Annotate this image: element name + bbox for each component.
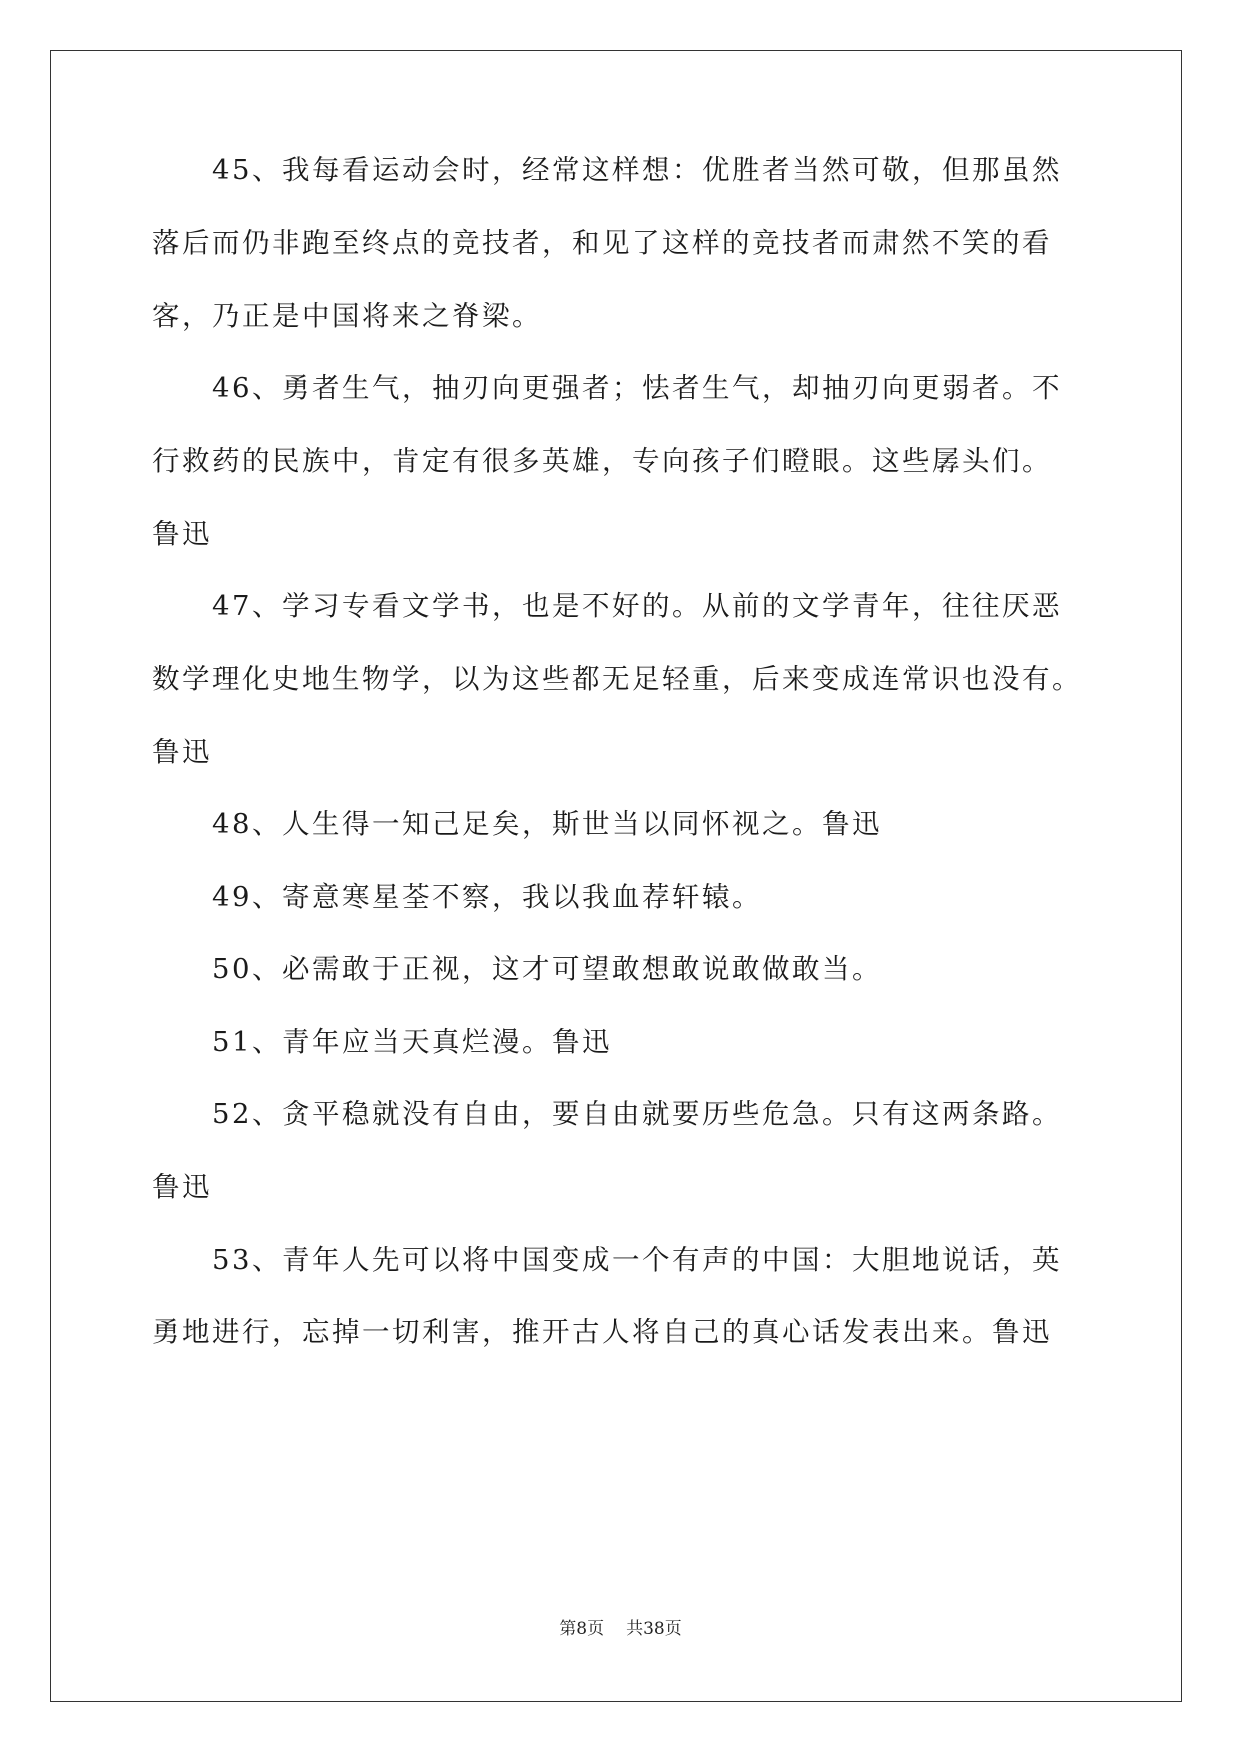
page-total: 共38页 (626, 1619, 682, 1639)
paragraph-47-author: 鲁迅 (152, 736, 212, 768)
paragraph-45-line-3: 客，乃正是中国将来之脊梁。 (152, 300, 542, 332)
paragraph-52-author: 鲁迅 (152, 1171, 212, 1203)
paragraph-50: 50、必需敢于正视，这才可望敢想敢说敢做敢当。 (212, 953, 882, 985)
paragraph-46-line-1: 46、勇者生气，抽刃向更强者；怯者生气，却抽刃向更弱者。不 (212, 372, 1062, 404)
page-number: 第8页 (559, 1619, 605, 1639)
page-footer (0, 1617, 1241, 1641)
paragraph-47-line-2: 数学理化史地生物学，以为这些都无足轻重，后来变成连常识也没有。 (152, 663, 1082, 695)
paragraph-46-line-2: 行救药的民族中，肯定有很多英雄，专向孩子们瞪眼。这些孱头们。 (152, 445, 1052, 477)
paragraph-45-line-1: 45、我每看运动会时，经常这样想：优胜者当然可敬，但那虽然 (212, 154, 1062, 186)
paragraph-48: 48、人生得一知己足矣，斯世当以同怀视之。鲁迅 (212, 808, 882, 840)
paragraph-45-line-2: 落后而仍非跑至终点的竞技者，和见了这样的竞技者而肃然不笑的看 (152, 227, 1052, 259)
paragraph-53-line-2: 勇地进行，忘掉一切利害，推开古人将自己的真心话发表出来。鲁迅 (152, 1316, 1052, 1348)
paragraph-52-line-1: 52、贪平稳就没有自由，要自由就要历些危急。只有这两条路。 (212, 1098, 1062, 1130)
paragraph-46-author: 鲁迅 (152, 518, 212, 550)
paragraph-49: 49、寄意寒星荃不察，我以我血荐轩辕。 (212, 881, 762, 913)
paragraph-51: 51、青年应当天真烂漫。鲁迅 (212, 1026, 612, 1058)
paragraph-53-line-1: 53、青年人先可以将中国变成一个有声的中国：大胆地说话，英 (212, 1244, 1062, 1276)
paragraph-47-line-1: 47、学习专看文学书，也是不好的。从前的文学青年，往往厌恶 (212, 590, 1062, 622)
